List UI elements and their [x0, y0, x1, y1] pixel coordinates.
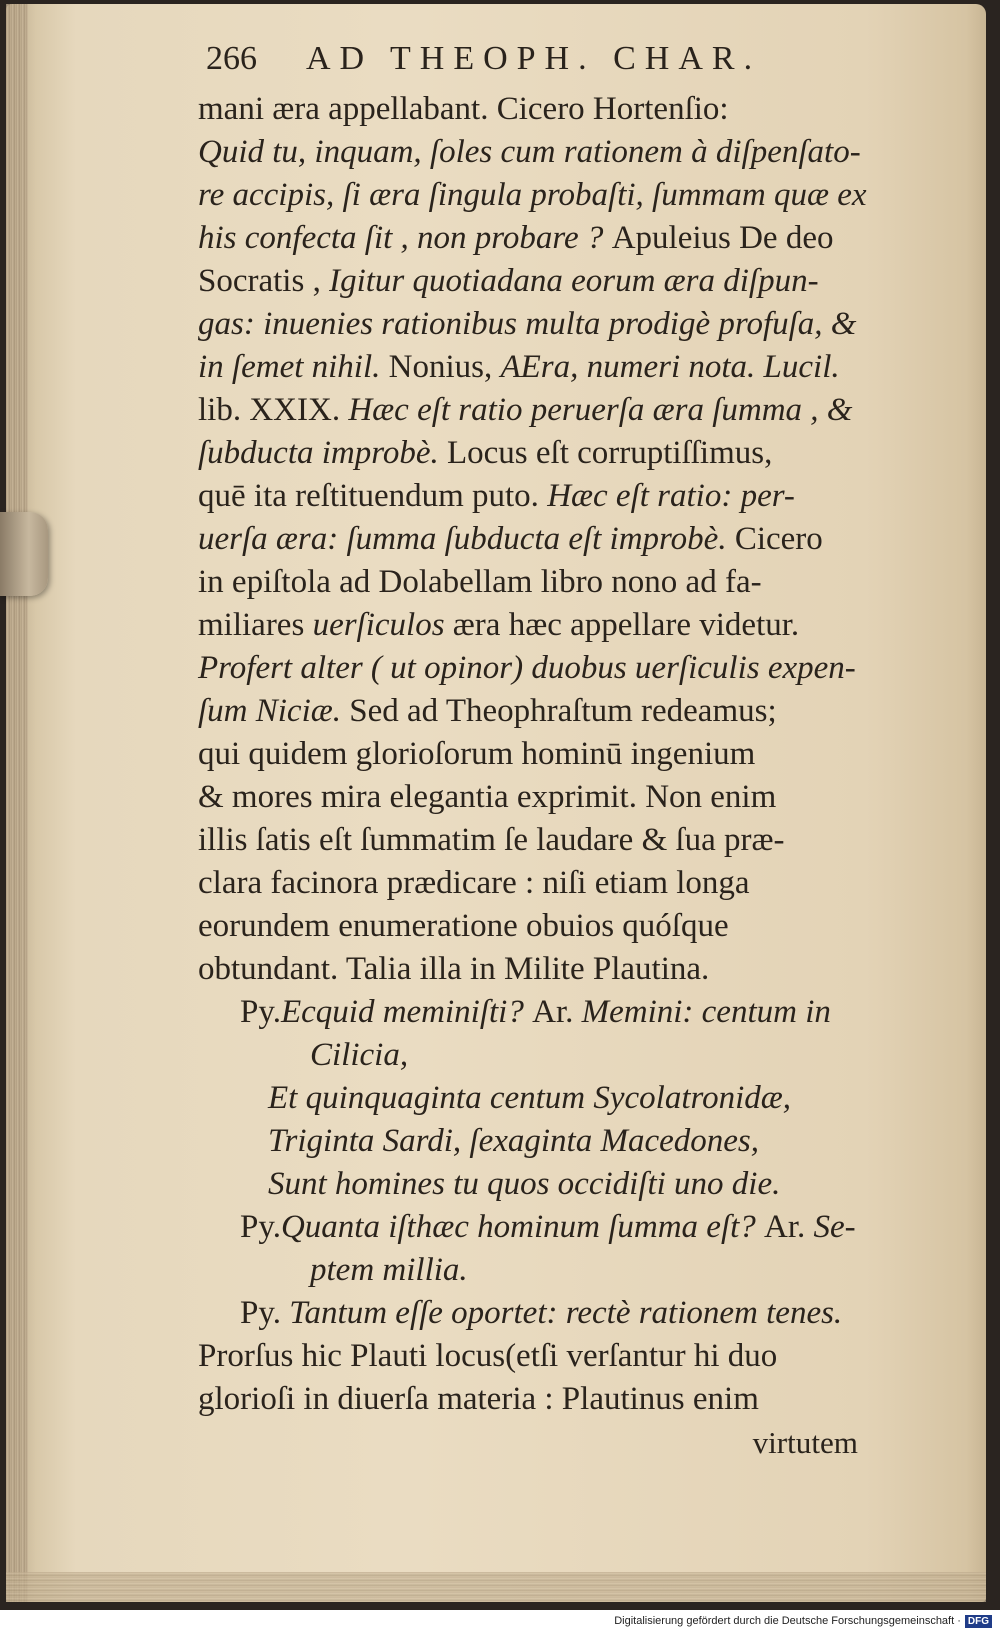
prose-segment: Cicero [734, 521, 823, 557]
verse-line [198, 1163, 898, 1206]
prose-line [198, 389, 898, 432]
verse-segment: Tantum eſſe oportet: rectè rationem tenes. [289, 1295, 843, 1331]
verse-segment: Cilicia, [310, 1037, 409, 1073]
prose-segment: Apuleius De deo [611, 220, 834, 256]
prose-line [198, 432, 898, 475]
dfg-logo: DFG [965, 1615, 992, 1628]
prose-line [198, 518, 898, 561]
digitization-credit: Digitalisierung gefördert durch die Deutsche Forschungsgemeinschaft · [614, 1615, 961, 1627]
prose-segment: in epiſtola ad Dolabellam libro nono ad fa- [198, 564, 762, 600]
prose-lines [198, 88, 898, 991]
prose-segment: & mores mira elegantia exprimit. Non enim [198, 779, 777, 815]
verse-segment: Py. [240, 994, 281, 1030]
prose-segment: Profert alter ( ut opinor) duobus uerſiculis expen- [198, 650, 856, 686]
prose-segment: gas: inuenies rationibus multa prodigè profuſa, & [198, 306, 857, 342]
prose-line [198, 647, 898, 690]
prose-line [198, 174, 898, 217]
prose-segment: ſubducta improbè. [198, 435, 447, 471]
prose-line [198, 475, 898, 518]
prose-line [198, 862, 898, 905]
prose-line [198, 948, 898, 991]
prose-segment: clara facinora prædicare : niſi etiam longa [198, 865, 750, 901]
prose-line [198, 733, 898, 776]
verse-segment: Se- [813, 1209, 856, 1245]
verse-line [198, 1034, 898, 1077]
prose-line [198, 346, 898, 389]
prose-line [198, 690, 898, 733]
prose-segment: uerſiculos [312, 607, 453, 643]
prose-segment: Quid tu, inquam, ſoles cum rationem à diſpenſato- [198, 134, 861, 170]
prose-segment: Sed ad Theophraſtum redeamus; [349, 693, 777, 729]
prose-segment: æra hæc appellare videtur. [452, 607, 800, 643]
prose-segment: eorundem enumeratione obuios quóſque [198, 908, 729, 944]
verse-line [198, 1077, 898, 1120]
verse-segment: Py. [240, 1209, 281, 1245]
page-number: 266 [206, 40, 257, 77]
book-clamp [0, 512, 48, 596]
verse-segment: Ar. [764, 1209, 814, 1245]
prose-segment: ſum Niciæ. [198, 693, 350, 729]
page-edges [6, 4, 28, 1602]
verse-line [198, 1206, 898, 1249]
prose-segment: in ſemet nihil. [198, 349, 389, 385]
verse-segment: Triginta Sardi, ſexaginta Macedones, [268, 1123, 759, 1159]
verse-line [198, 1120, 898, 1163]
prose-line [198, 303, 898, 346]
prose-segment: obtundant. Talia illa in Milite Plautina. [198, 951, 710, 987]
prose-line [198, 819, 898, 862]
verse-segment: Quanta iſthæc hominum ſumma eſt? [280, 1209, 765, 1245]
prose-segment: mani æra appellabant. Cicero Hortenſio: [198, 91, 729, 127]
closing-lines [198, 1335, 898, 1421]
verse-segment: Sunt homines tu quos occidiſti uno die. [268, 1166, 781, 1202]
tail-segment: glorioſi in diuerſa materia : Plautinus enim [198, 1381, 759, 1417]
prose-segment: qui quidem glorioſorum hominū ingenium [198, 736, 756, 772]
prose-segment: Nonius, [388, 349, 501, 385]
prose-segment: uerſa æra: ſumma ſubducta eſt improbè. [198, 521, 735, 557]
prose-line [198, 604, 898, 647]
prose-line [198, 776, 898, 819]
running-head: AD THEOPH. CHAR. [306, 40, 762, 77]
verse-segment: ptem millia. [310, 1252, 468, 1288]
verse-segment: Py. [240, 1295, 290, 1331]
verse-quotation [198, 991, 898, 1335]
running-header [198, 40, 898, 88]
prose-segment: Hæc eſt ratio: per- [547, 478, 795, 514]
prose-segment: Socratis , [198, 263, 330, 299]
verse-line [198, 1292, 898, 1335]
verse-segment: Memini: centum in [581, 994, 831, 1030]
prose-line [198, 88, 898, 131]
tail-line [198, 1378, 898, 1421]
prose-segment: Locus eſt corruptiſſimus, [447, 435, 773, 471]
catchword: virtutem [752, 1425, 858, 1460]
bottom-page-edges [6, 1572, 986, 1602]
verse-segment: Ecquid meminiſti? [280, 994, 533, 1030]
prose-line [198, 260, 898, 303]
prose-line [198, 217, 898, 260]
prose-segment: Hæc eſt ratio peruerſa æra ſumma , & [348, 392, 853, 428]
verse-line [198, 991, 898, 1034]
prose-segment: Igitur quotiadana eorum æra diſpun- [329, 263, 819, 299]
verse-segment: Et quinquaginta centum Sycolatronidæ, [268, 1080, 792, 1116]
prose-line [198, 905, 898, 948]
prose-segment: quē ita reſtituendum puto. [198, 478, 548, 514]
text-block [198, 40, 898, 1464]
prose-line [198, 561, 898, 604]
prose-segment: lib. XXIX. [198, 392, 349, 428]
prose-segment: miliares [198, 607, 313, 643]
prose-line [198, 131, 898, 174]
prose-segment: re accipis, ſi æra ſingula probaſti, ſummam quæ ex [198, 177, 867, 213]
prose-segment: his confecta ſit , non probare ? [198, 220, 612, 256]
tail-line [198, 1335, 898, 1378]
prose-segment: illis ſatis eſt ſummatim ſe laudare & ſua præ- [198, 822, 785, 858]
tail-segment: Prorſus hic Plauti locus(etſi verſantur hi duo [198, 1338, 778, 1374]
verse-segment: Ar. [532, 994, 582, 1030]
footer-bar [0, 1610, 1000, 1632]
prose-segment: AEra, numeri nota. Lucil. [500, 349, 840, 385]
verse-line [198, 1249, 898, 1292]
